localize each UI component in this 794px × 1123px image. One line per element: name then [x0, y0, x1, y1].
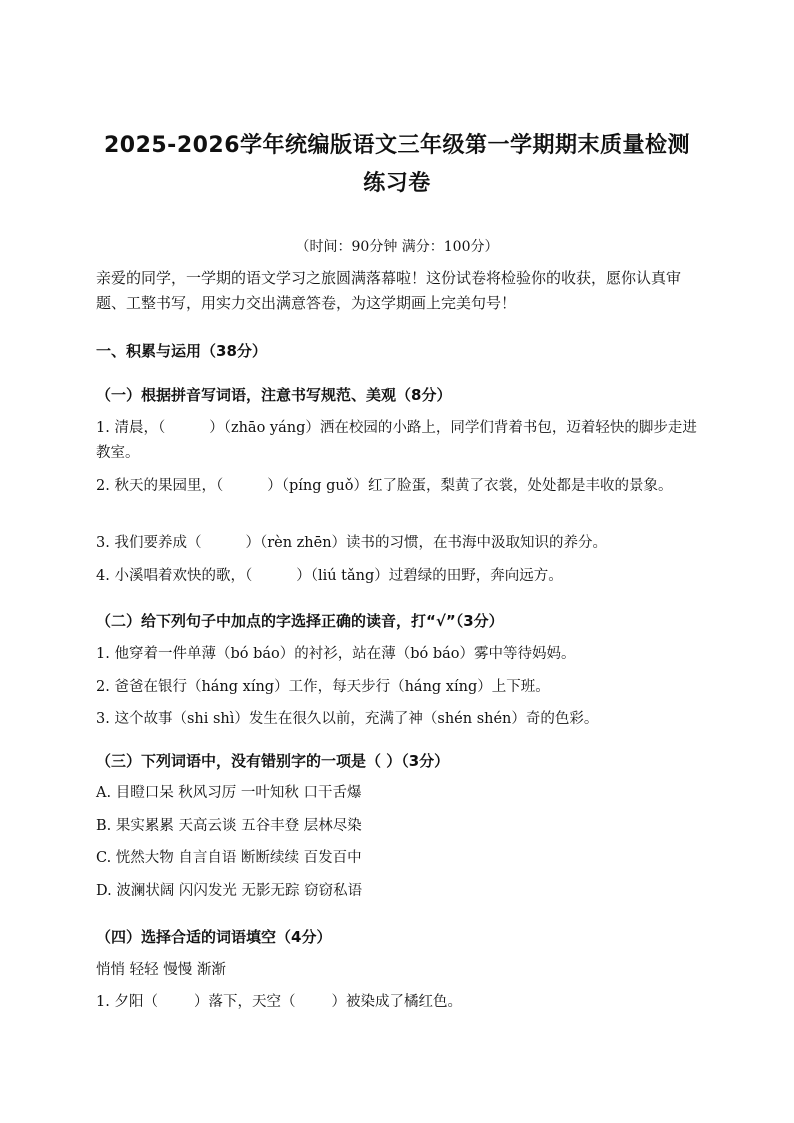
- exam-time-score: （时间：90分钟 满分：100分）: [295, 239, 499, 255]
- question-item: 2. 爸爸在银行（háng xíng）工作，每天步行（háng xíng）上下班。: [96, 679, 550, 695]
- question-item: 1. 夕阳（ ）落下，天空（ ）被染成了橘红色。: [96, 994, 462, 1010]
- question-heading-1: （一）根据拼音写词语，注意书写规范、美观（8分）: [96, 386, 452, 404]
- part-heading: 一、积累与运用（38分）: [96, 342, 267, 360]
- choice-option[interactable]: A. 目瞪口呆 秋风习厉 一叶知秋 口干舌爆: [96, 785, 362, 801]
- intro-paragraph: 亲爱的同学，一学期的语文学习之旅圆满落幕啦！这份试卷将检验你的收获，愿你认真审题、工整书写，用实力交出满意答卷，为这学期画上完美句号！: [96, 269, 682, 312]
- question-item: 4. 小溪唱着欢快的歌，（ ）（liú tǎng）过碧绿的田野，奔向远方。: [96, 568, 563, 584]
- question-item: 3. 这个故事（shi shì）发生在很久以前，充满了神（shén shén）奇的色彩。: [96, 711, 599, 727]
- question-item: 2. 秋天的果园里，（ ）（píng guǒ）红了脸蛋，梨黄了衣裳，处处都是丰收的景象。: [96, 478, 673, 494]
- choice-option[interactable]: B. 果实累累 天高云谈 五谷丰登 层林尽染: [96, 818, 362, 834]
- question-heading-3: （三）下列词语中，没有错别字的一项是（ ）（3分）: [96, 752, 450, 770]
- question-item: 1. 他穿着一件单薄（bó báo）的衬衫，站在薄（bó báo）雾中等待妈妈。: [96, 646, 576, 662]
- word-bank: 悄悄 轻轻 慢慢 渐渐: [96, 962, 226, 978]
- choice-option[interactable]: C. 恍然大物 自言自语 断断续续 百发百中: [96, 850, 362, 866]
- choice-option[interactable]: D. 波澜状阔 闪闪发光 无影无踪 窃窃私语: [96, 883, 363, 899]
- question-item: 1. 清晨，（ ）（zhāo yáng）洒在校园的小路上，同学们背着书包，迈着轻快的脚步走进教室。: [96, 420, 697, 461]
- question-heading-2: （二）给下列句子中加点的字选择正确的读音，打“√”（3分）: [96, 612, 504, 630]
- page-title: 2025-2026学年统编版语文三年级第一学期期末质量检测: [103, 133, 691, 158]
- question-heading-4: （四）选择合适的词语填空（4分）: [96, 928, 332, 946]
- page-title-line2: 练习卷: [363, 171, 431, 196]
- question-item: 3. 我们要养成（ ）（rèn zhēn）读书的习惯，在书海中汲取知识的养分。: [96, 535, 608, 551]
